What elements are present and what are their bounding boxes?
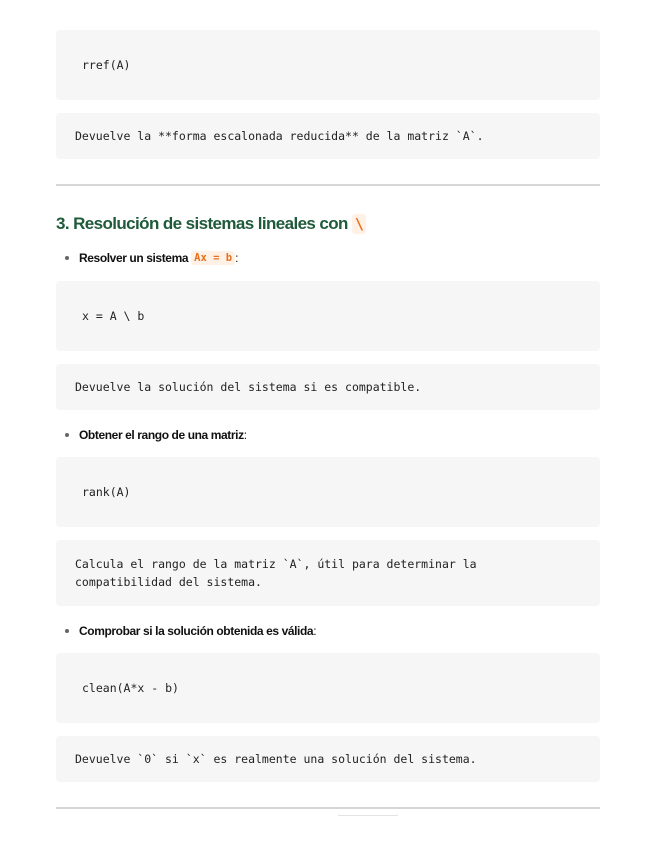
section-heading <box>56 211 366 237</box>
list-item-label: Resolver un sistema <box>79 251 189 265</box>
code-text: rref(A) <box>82 58 131 72</box>
horizontal-rule <box>56 807 600 809</box>
list-item <box>65 249 238 267</box>
bullet-dot-icon <box>65 433 69 437</box>
description-text-line: Calcula el rango de la matriz `A`, útil para determinar la <box>75 557 477 571</box>
inline-code: \ <box>352 214 366 234</box>
code-block-rank <box>56 457 600 527</box>
description-text: Devuelve la solución del sistema si es compatible. <box>75 380 422 394</box>
code-text: clean(A*x - b) <box>82 681 179 695</box>
code-block-rref <box>56 30 600 100</box>
description-block-check <box>56 736 600 782</box>
list-item-suffix: : <box>243 428 248 442</box>
list-item-suffix: : <box>313 624 317 638</box>
bullet-dot-icon <box>65 629 69 633</box>
description-text: Devuelve la **forma escalonada reducida** de la matriz `A`. <box>75 129 484 143</box>
horizontal-rule <box>56 184 600 186</box>
code-text: x = A \ b <box>82 309 145 323</box>
code-text: rank(A) <box>82 485 131 499</box>
description-text-line: compatibilidad del sistema. <box>75 575 262 589</box>
inline-code: Ax = b <box>191 251 235 265</box>
description-text: Devuelve `0` si `x` es realmente una solución del sistema. <box>75 752 477 766</box>
bullet-dot-icon <box>65 256 69 260</box>
section-title: 3. Resolución de sistemas lineales con <box>56 214 348 233</box>
list-item-label: Obtener el rango de una matriz <box>79 428 244 442</box>
list-item <box>65 622 317 640</box>
description-block-rank <box>56 540 600 606</box>
description-block-solve <box>56 364 600 410</box>
list-item-label: Comprobar si la solución obtenida es válida <box>79 624 314 638</box>
description-block-rref <box>56 113 600 159</box>
code-block-check <box>56 653 600 723</box>
list-item <box>65 426 247 444</box>
page-edge-fragment <box>338 815 398 819</box>
code-block-solve <box>56 281 600 351</box>
list-item-suffix: : <box>235 251 239 265</box>
